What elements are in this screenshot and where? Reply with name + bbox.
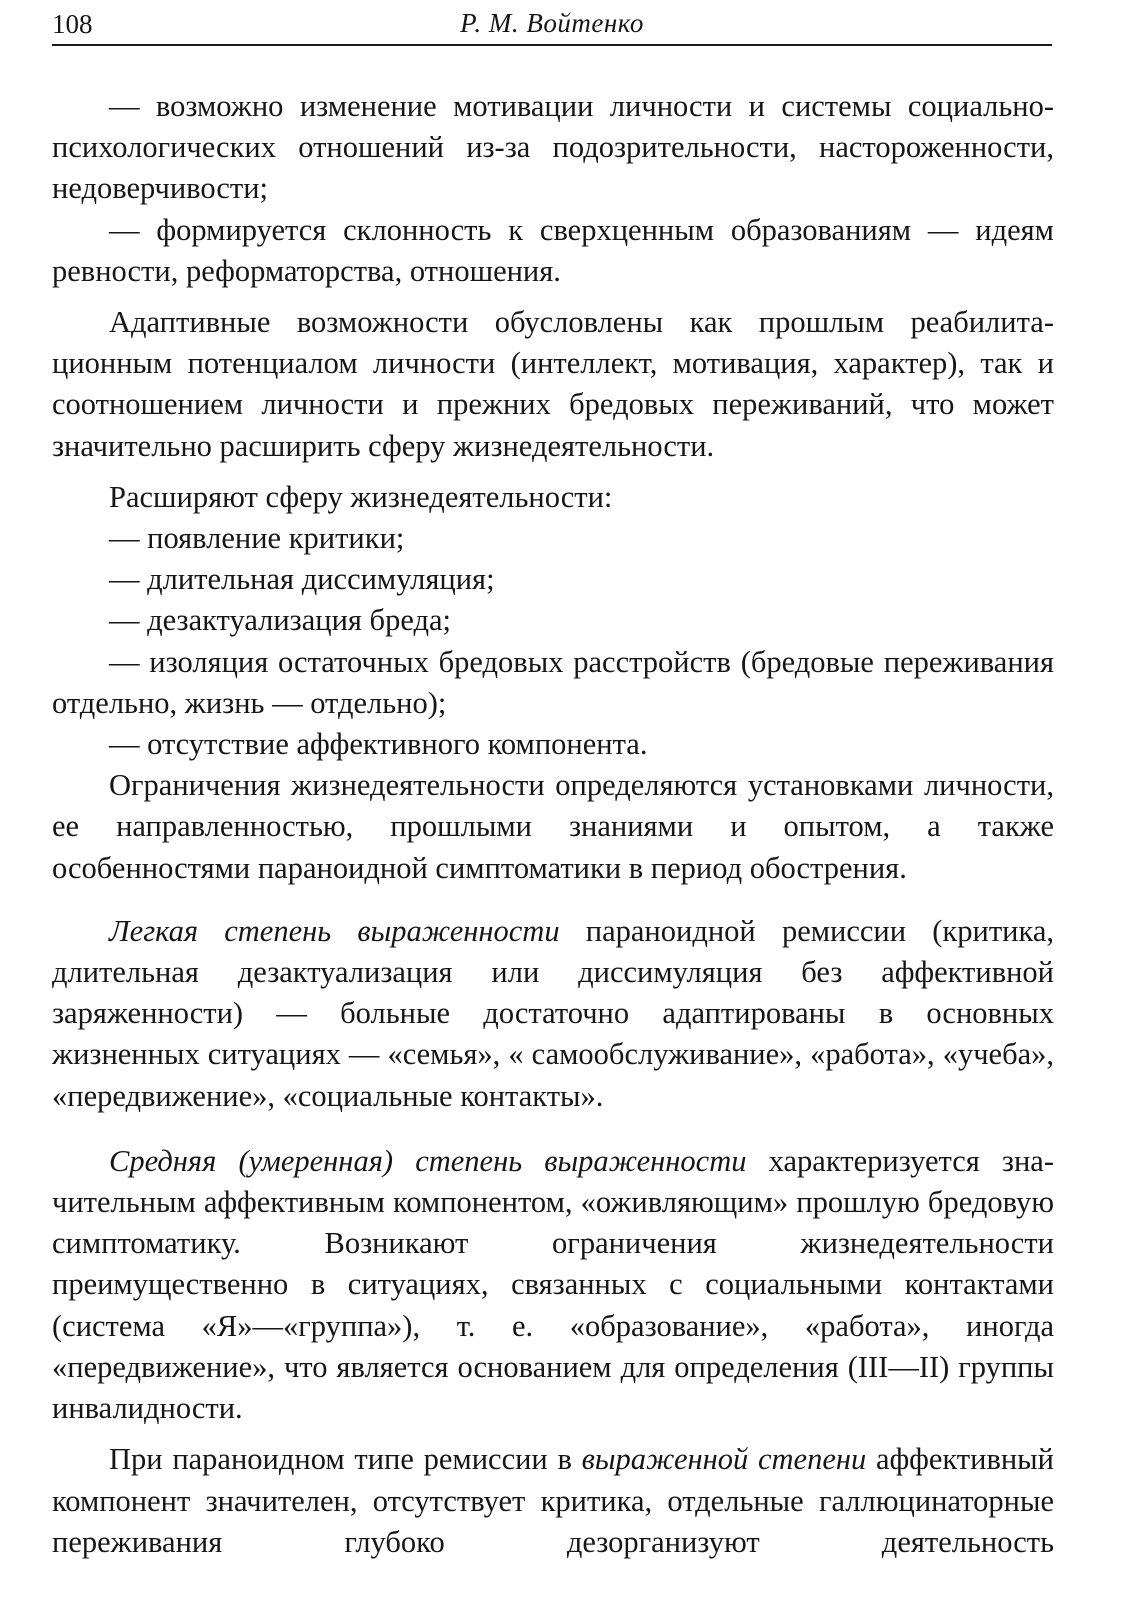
severe-degree-lead: При параноидном типе ремиссии в xyxy=(109,1442,582,1477)
paragraph-moderate-degree xyxy=(52,1141,1054,1429)
list-heading: Расширяют сферу жизнедеятельности: xyxy=(109,479,613,514)
list-item: — дезактуализация бреда; xyxy=(109,603,451,638)
severe-degree-text: аффективный компонент значителен, отсутствует критика, отдельные галлюцинаторные переживания глубоко дезорганизуют деятельность xyxy=(52,1442,1054,1559)
body-text xyxy=(52,86,1054,1563)
paragraph-mild-degree xyxy=(52,911,1054,1117)
page-number: 108 xyxy=(52,9,93,39)
list-item: — отсутствие аффективного компонента. xyxy=(109,727,648,762)
paragraph: Ограничения жизнедеятельности определяются установками личности, ее направленностью, прошлыми знаниями и опытом, а также особенностями параноидной симптоматики в период обострения. xyxy=(52,768,1054,885)
term-severe-degree: выраженной степени xyxy=(581,1442,867,1477)
paragraph-severe-degree xyxy=(52,1439,1054,1563)
running-header xyxy=(52,4,1052,46)
term-mild-degree: Легкая степень выраженности xyxy=(109,913,560,948)
paragraph: — формируется склонность к сверхценным образованиям — идеям ревности, реформаторства, отношения. xyxy=(52,212,1054,288)
running-title: Р. М. Войтенко xyxy=(460,8,644,38)
list-item: — появление критики; xyxy=(109,521,405,556)
list-item: — длительная диссимуляция; xyxy=(109,562,495,597)
paragraph: — возможно изменение мотивации личности и системы социально-психологических отношений из-за подозрительности, настороженности, недоверчивости; xyxy=(52,89,1054,206)
term-moderate-degree: Средняя (умеренная) степень выраженности xyxy=(109,1143,747,1178)
mild-degree-text: параноидной ремиссии (критика, длительная дезактуализация или диссимуляция без аффективной заряженности) — больные достаточно адаптированы в основных жизненных ситуациях — «семья», « самообслуживание», «работа», «учеба», «передвижение», «социальные контакты». xyxy=(52,913,1054,1113)
moderate-degree-text: характеризуется значительным аффективным компонентом, «оживляющим» прошлую бредовую симптоматику. Возникают ограничения жизнедеятельности преимущественно в ситуациях, связанных с социальными контактами (система «Я»—«группа»), т. е. «образование», «работа», иногда «передвижение», что является основанием для определения (III—II) группы инвалидности. xyxy=(52,1143,1055,1426)
list-item: — изоляция остаточных бредовых расстройств (бредовые переживания отдельно, жизнь — отдельно); xyxy=(52,644,1054,720)
paragraph: Адаптивные возможности обусловлены как прошлым реабилитационным потенциалом личности (интеллект, мотивация, характер), так и соотношением личности и прежних бредовых переживаний, что может значительно расширить сферу жизнедеятельности. xyxy=(52,305,1054,463)
